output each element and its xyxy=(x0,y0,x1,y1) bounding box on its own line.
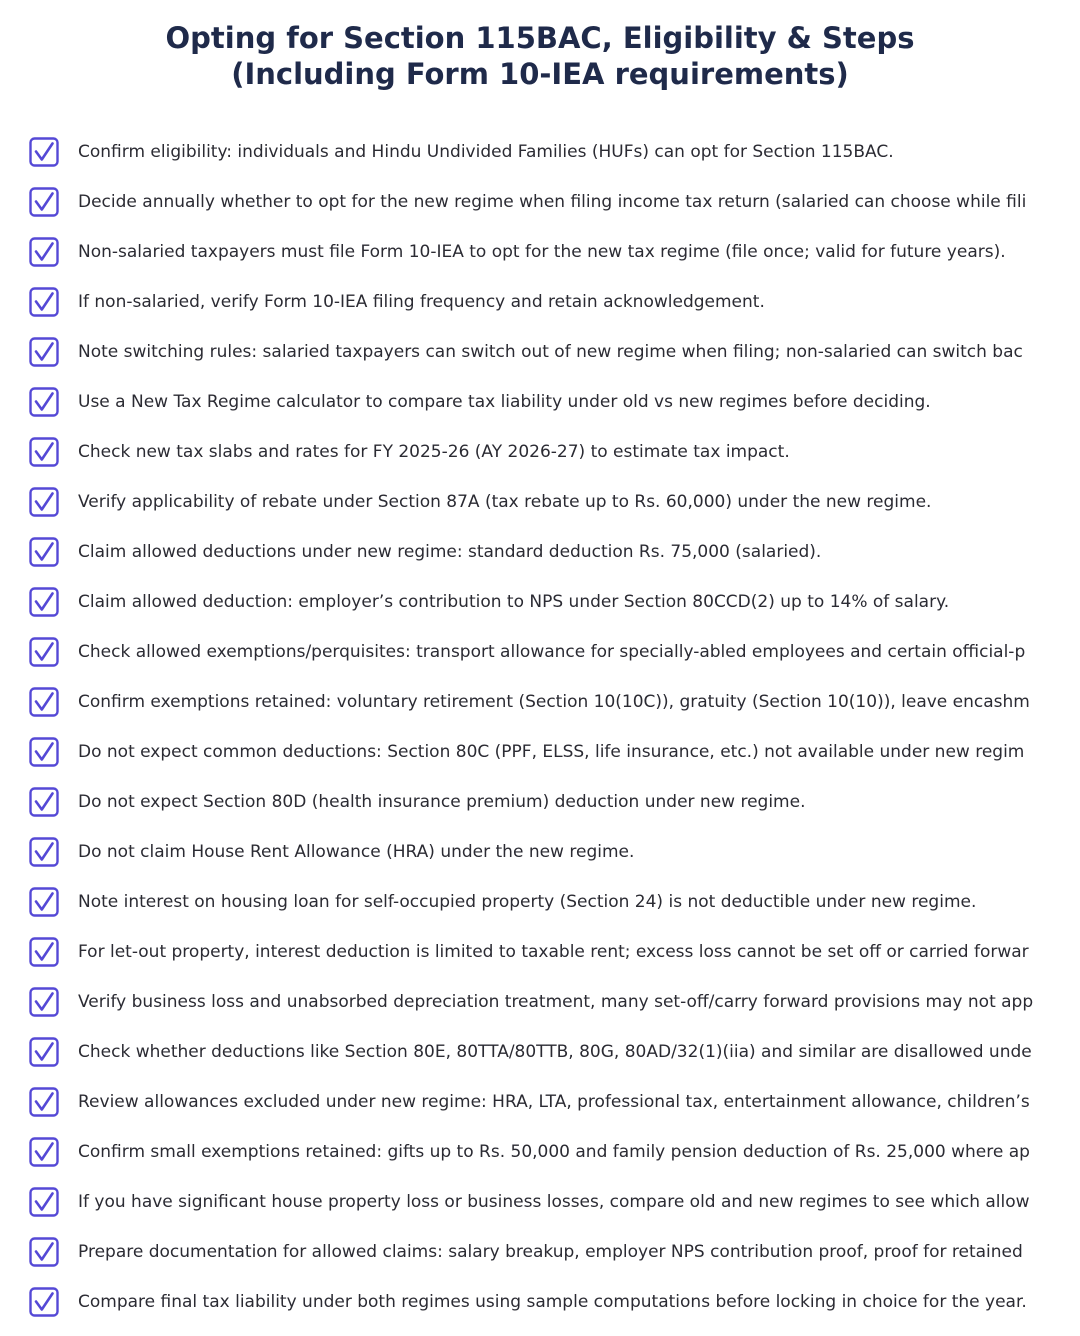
checklist-item-text: Compare final tax liability under both regimes using sample computations before locking in choice for the year. xyxy=(78,1292,1027,1312)
page-title-line-1: Opting for Section 115BAC, Eligibility & Steps xyxy=(165,21,915,55)
checklist-item-5 xyxy=(0,327,1080,377)
checklist-item-text: Check whether deductions like Section 80E, 80TTA/80TTB, 80G, 80AD/32(1)(iia) and similar are disallowed unde xyxy=(78,1042,1032,1062)
checked-checkbox-icon[interactable] xyxy=(29,487,59,517)
checklist-item-18 xyxy=(0,977,1080,1027)
checklist-item-text: Decide annually whether to opt for the new regime when filing income tax return (salaried can choose while fili xyxy=(78,192,1027,212)
checklist-item-text: Prepare documentation for allowed claims: salary breakup, employer NPS contribution proof, proof for retained xyxy=(78,1242,1023,1262)
checklist-item-23 xyxy=(0,1227,1080,1277)
checked-checkbox-icon[interactable] xyxy=(29,587,59,617)
checked-checkbox-icon[interactable] xyxy=(29,1237,59,1267)
checked-checkbox-icon[interactable] xyxy=(29,437,59,467)
checklist-item-text: Note switching rules: salaried taxpayers can switch out of new regime when filing; non-salaried can switch bac xyxy=(78,342,1023,362)
checklist-item-text: Verify business loss and unabsorbed depreciation treatment, many set-off/carry forward provisions may not app xyxy=(78,992,1034,1012)
checklist-item-4 xyxy=(0,277,1080,327)
checked-checkbox-icon[interactable] xyxy=(29,1187,59,1217)
checklist-item-text: Verify applicability of rebate under Section 87A (tax rebate up to Rs. 60,000) under the new regime. xyxy=(78,492,932,512)
checked-checkbox-icon[interactable] xyxy=(29,187,59,217)
checklist-item-6 xyxy=(0,377,1080,427)
checklist-item-17 xyxy=(0,927,1080,977)
checked-checkbox-icon[interactable] xyxy=(29,237,59,267)
checklist-item-16 xyxy=(0,877,1080,927)
checked-checkbox-icon[interactable] xyxy=(29,1087,59,1117)
checklist-item-text: Confirm exemptions retained: voluntary retirement (Section 10(10C)), gratuity (Section 10(10)), leave encashm xyxy=(78,692,1030,712)
checked-checkbox-icon[interactable] xyxy=(29,837,59,867)
checklist-item-text: Non-salaried taxpayers must file Form 10-IEA to opt for the new tax regime (file once; valid for future years). xyxy=(78,242,1006,262)
checked-checkbox-icon[interactable] xyxy=(29,887,59,917)
page-title-line-2: (Including Form 10-IEA requirements) xyxy=(231,57,849,91)
checklist-item-text: Use a New Tax Regime calculator to compare tax liability under old vs new regimes before deciding. xyxy=(78,392,931,412)
checklist-item-text: Do not expect common deductions: Section 80C (PPF, ELSS, life insurance, etc.) not available under new regim xyxy=(78,742,1025,762)
checklist-item-text: Confirm small exemptions retained: gifts up to Rs. 50,000 and family pension deduction of Rs. 25,000 where ap xyxy=(78,1142,1030,1162)
checked-checkbox-icon[interactable] xyxy=(29,387,59,417)
checklist-item-text: If you have significant house property loss or business losses, compare old and new regimes to see which allow xyxy=(78,1192,1030,1212)
checked-checkbox-icon[interactable] xyxy=(29,287,59,317)
checklist-item-text: Check allowed exemptions/perquisites: transport allowance for specially-abled employees and certain official-p xyxy=(78,642,1026,662)
checklist-item-text: Note interest on housing loan for self-occupied property (Section 24) is not deductible under new regime. xyxy=(78,892,977,912)
checklist-item-text: Do not claim House Rent Allowance (HRA) under the new regime. xyxy=(78,842,635,862)
checked-checkbox-icon[interactable] xyxy=(29,537,59,567)
checked-checkbox-icon[interactable] xyxy=(29,937,59,967)
checklist-item-15 xyxy=(0,827,1080,877)
checklist-item-19 xyxy=(0,1027,1080,1077)
checked-checkbox-icon[interactable] xyxy=(29,337,59,367)
checklist-item-20 xyxy=(0,1077,1080,1127)
checklist-item-1 xyxy=(0,127,1080,177)
checked-checkbox-icon[interactable] xyxy=(29,1037,59,1067)
checklist-item-13 xyxy=(0,727,1080,777)
checklist-item-text: Check new tax slabs and rates for FY 2025-26 (AY 2026-27) to estimate tax impact. xyxy=(78,442,790,462)
checked-checkbox-icon[interactable] xyxy=(29,1137,59,1167)
checked-checkbox-icon[interactable] xyxy=(29,687,59,717)
checklist-item-24 xyxy=(0,1277,1080,1327)
checklist-item-text: If non-salaried, verify Form 10-IEA filing frequency and retain acknowledgement. xyxy=(78,292,765,312)
page-title xyxy=(0,20,1080,92)
checklist-item-text: Confirm eligibility: individuals and Hindu Undivided Families (HUFs) can opt for Section 115BAC. xyxy=(78,142,894,162)
checklist-item-22 xyxy=(0,1177,1080,1227)
checklist-item-2 xyxy=(0,177,1080,227)
checklist-item-21 xyxy=(0,1127,1080,1177)
checklist-item-8 xyxy=(0,477,1080,527)
checklist-item-7 xyxy=(0,427,1080,477)
checked-checkbox-icon[interactable] xyxy=(29,637,59,667)
checklist-item-9 xyxy=(0,527,1080,577)
checklist-item-text: Claim allowed deduction: employer’s contribution to NPS under Section 80CCD(2) up to 14% of salary. xyxy=(78,592,950,612)
checklist xyxy=(0,127,1080,1327)
checklist-item-text: For let-out property, interest deduction is limited to taxable rent; excess loss cannot be set off or carried forwar xyxy=(78,942,1029,962)
checklist-item-12 xyxy=(0,677,1080,727)
checklist-item-3 xyxy=(0,227,1080,277)
checked-checkbox-icon[interactable] xyxy=(29,787,59,817)
checklist-item-text: Do not expect Section 80D (health insurance premium) deduction under new regime. xyxy=(78,792,806,812)
checklist-item-11 xyxy=(0,627,1080,677)
checked-checkbox-icon[interactable] xyxy=(29,1287,59,1317)
checklist-item-text: Claim allowed deductions under new regime: standard deduction Rs. 75,000 (salaried). xyxy=(78,542,822,562)
checklist-item-14 xyxy=(0,777,1080,827)
checked-checkbox-icon[interactable] xyxy=(29,987,59,1017)
checked-checkbox-icon[interactable] xyxy=(29,137,59,167)
checklist-item-10 xyxy=(0,577,1080,627)
checked-checkbox-icon[interactable] xyxy=(29,737,59,767)
checklist-item-text: Review allowances excluded under new regime: HRA, LTA, professional tax, entertainment allowance, children’s xyxy=(78,1092,1030,1112)
